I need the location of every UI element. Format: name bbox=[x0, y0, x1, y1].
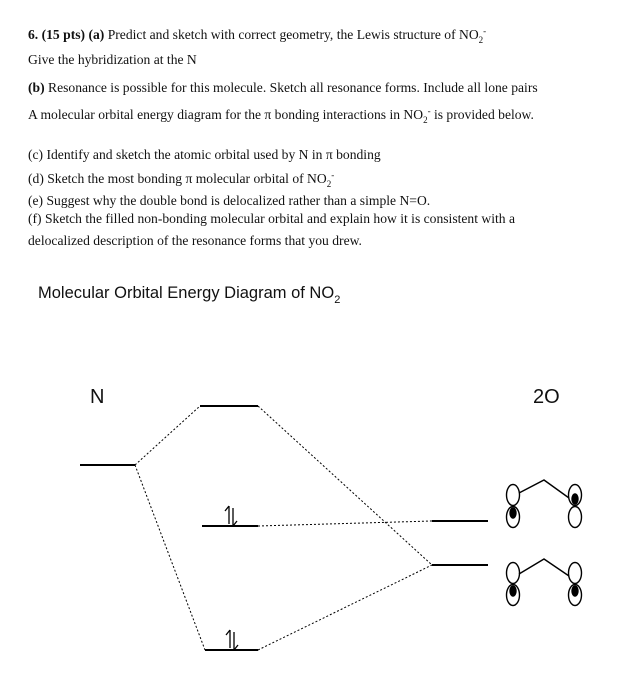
formula-subscript-2: 2 bbox=[423, 115, 428, 125]
nitrogen-label: N bbox=[90, 386, 105, 408]
part-a-label: (a) bbox=[88, 27, 105, 42]
mo-intro-text: A molecular orbital energy diagram for the π bonding interactions in NO bbox=[28, 107, 424, 122]
correlation-line-bonding-o bbox=[258, 565, 432, 650]
formula-superscript-2: - bbox=[427, 106, 431, 116]
oxygen-p-orbitals-antisymmetric-icon bbox=[507, 480, 582, 528]
formula-superscript: - bbox=[483, 26, 487, 36]
hybridization-line: Give the hybridization at the N bbox=[28, 52, 197, 67]
part-e-line: (e) Suggest why the double bond is delocalized rather than a simple N=O. bbox=[28, 193, 431, 208]
oxygen-label: 2O bbox=[533, 386, 560, 408]
correlation-line-n-bonding bbox=[135, 465, 205, 650]
mo-intro-text-end: is provided below. bbox=[430, 107, 534, 122]
question-points: (15 pts) bbox=[41, 27, 86, 42]
oxygen-p-orbitals-symmetric-icon bbox=[507, 559, 582, 606]
formula-superscript-3: - bbox=[331, 170, 335, 180]
part-c-line: (c) Identify and sketch the atomic orbital used by N in π bonding bbox=[28, 147, 381, 162]
formula-subscript: 2 bbox=[478, 35, 484, 45]
correlation-line-nonbonding-o bbox=[258, 521, 432, 526]
part-f-line: (f) Sketch the filled non-bonding molecular orbital and explain how it is consistent with a bbox=[28, 211, 515, 226]
part-a-text: Predict and sketch with correct geometry, the Lewis structure of NO bbox=[107, 27, 479, 42]
question-number: 6. bbox=[28, 27, 39, 42]
correlation-line-n-antibonding bbox=[135, 406, 200, 465]
formula-subscript-3: 2 bbox=[326, 179, 332, 189]
part-f-continuation: delocalized description of the resonance forms that you drew. bbox=[28, 233, 362, 248]
correlation-line-antibonding-o bbox=[258, 406, 432, 565]
part-d-text: (d) Sketch the most bonding π molecular orbital of NO bbox=[28, 171, 327, 186]
diagram-title-subscript: 2 bbox=[334, 294, 341, 306]
part-b-label: (b) bbox=[28, 80, 45, 95]
diagram-title-text: Molecular Orbital Energy Diagram of NO bbox=[38, 284, 335, 302]
bonding-electron-pair-icon bbox=[226, 630, 238, 650]
nonbonding-electron-pair-icon bbox=[225, 506, 237, 526]
part-b-text: Resonance is possible for this molecule. Sketch all resonance forms. Include all lone pairs bbox=[48, 80, 538, 95]
